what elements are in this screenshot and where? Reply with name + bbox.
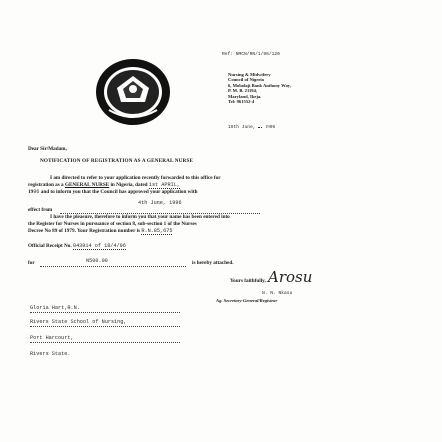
body-text: Decree No 89 of 1979. Your Registration number is [28, 228, 141, 234]
body-text: registration as a [28, 182, 64, 188]
registration-number: R.N.85,675 [141, 228, 173, 234]
org-address [228, 72, 291, 104]
receipt-value: 043914 of 18/4/96 [72, 243, 126, 249]
signatory-title: Ag. Secretary-General/Registrar [216, 298, 278, 303]
org-line: P. M. B. 21194, [228, 88, 258, 94]
body-text: 19 [28, 189, 34, 195]
date-prefix: 19 [265, 124, 270, 129]
salutation: Dear Sir/Madam, [28, 146, 67, 152]
for-label: for [28, 260, 35, 266]
letter-date [228, 124, 275, 130]
body-line-7 [28, 228, 172, 234]
signatory-name: N. N. Nkasu [262, 291, 293, 296]
letter-heading: NOTIFICATION OF REGISTRATION AS A GENERAL NURSE [40, 158, 194, 164]
recipient-line: Port Harcourt, [30, 335, 74, 341]
org-line: Maryland, Ikeja. [228, 93, 262, 99]
nurse-category: GENERAL NURSE [64, 182, 110, 188]
body-line-1: I am directed to refer to your application recently forwarded to this office for [50, 175, 221, 181]
org-line: 6, Mobolaji Bank Anthony Way, [228, 82, 291, 88]
effect-label: effect from [28, 207, 53, 213]
yours-faithfully: Yours faithfully, [230, 278, 266, 284]
body-line-3: 1996 and to inform you that the Council has approved your application with [28, 189, 198, 195]
application-date: 1st APRIL, [148, 182, 180, 188]
recipient-line: Rivers State. [30, 351, 71, 357]
body-text: in Nigeria, dated [110, 182, 148, 188]
body-line-2 [28, 182, 180, 188]
date-year: 96 [269, 125, 276, 130]
effective-date: 4th June, 1996 [138, 200, 182, 206]
org-line: Nursing & Midwifery [228, 72, 271, 77]
receipt-line [28, 243, 126, 249]
receipt-label: Official Receipt No. [28, 243, 72, 249]
signature: Arosu [268, 268, 313, 286]
body-text: and to inform you that the Council has approved your application with [40, 189, 198, 195]
recipient-line: Gloria Hart,R.N. [30, 305, 80, 311]
date-day: 19th June, [228, 125, 256, 130]
council-seal-icon [95, 58, 171, 126]
body-line-6: the Register for Nurses in pursuance of section 8, sub-section 1 of the Nurses [28, 221, 197, 227]
attached-text: is hereby attached. [192, 260, 234, 266]
org-line: Tel: 961552-4 [228, 99, 255, 105]
recipient-line: Rivers State School of Nursing, [30, 319, 127, 325]
body-line-5: I have the pleasure, therefore to inform you that your name has been entered into [50, 214, 230, 220]
org-line: Council of Nigeria [228, 77, 264, 83]
amount: N500.00 [86, 258, 108, 264]
reference-number: Ref: NMCN/RN/1/96/120 [222, 52, 280, 57]
